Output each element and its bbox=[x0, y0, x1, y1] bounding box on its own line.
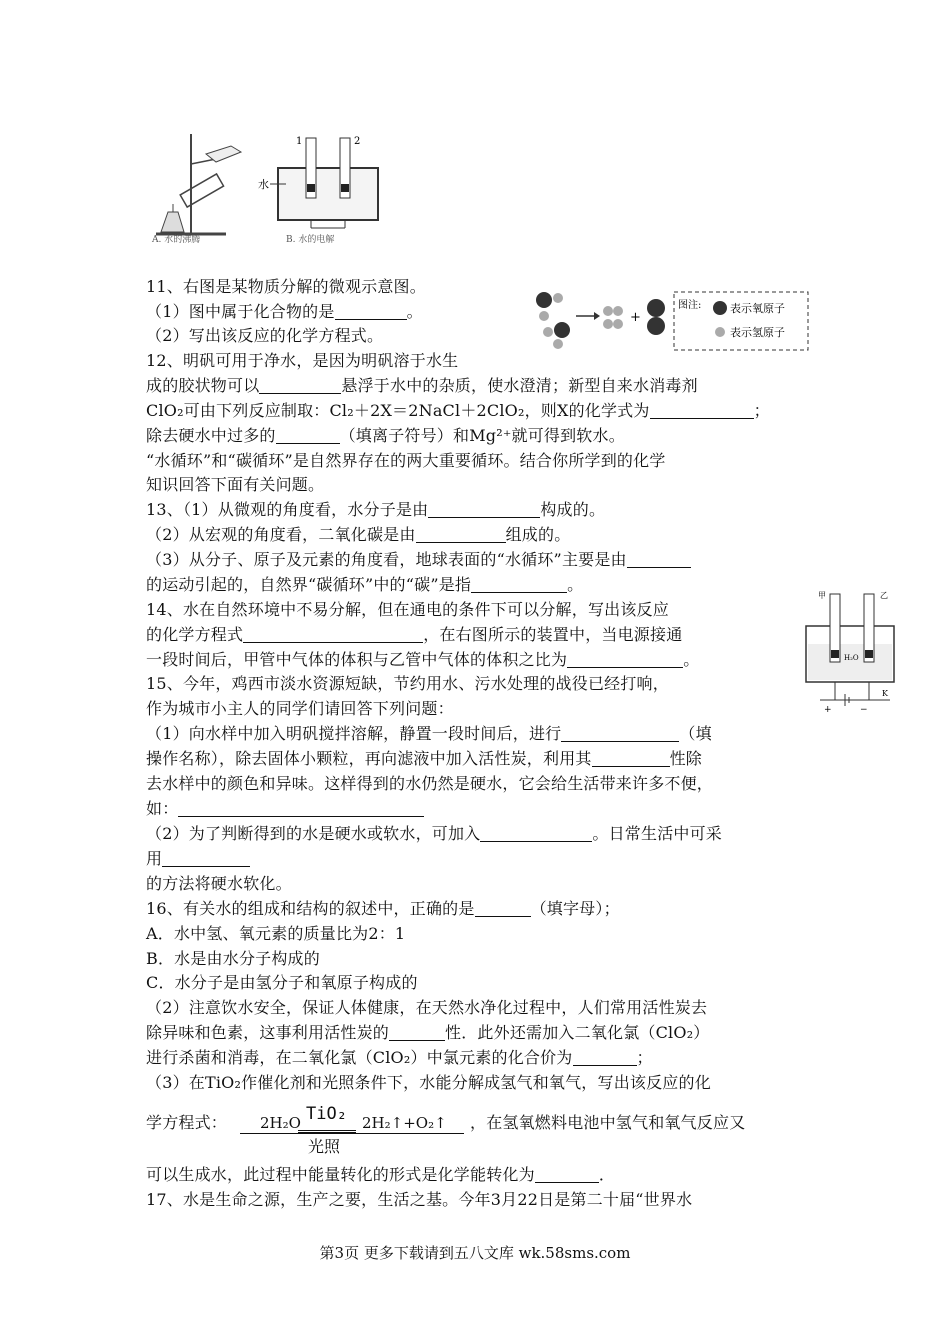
q15-part2-line2 bbox=[146, 848, 250, 870]
water-label: 水 bbox=[258, 178, 269, 191]
tube-jia-label: 甲 bbox=[818, 591, 826, 600]
q16-part2-line2-a: 除异味和色素，这事利用活性炭的 bbox=[146, 1023, 390, 1042]
q12-line2 bbox=[146, 375, 698, 397]
q16-part2-line2-b: 性．此外还需加入二氧化氯（ClO₂） bbox=[445, 1023, 710, 1042]
q15-part2-b: 。日常生活中可采 bbox=[592, 824, 722, 843]
q16-part2: （2）注意饮水安全，保证人体健康，在天然水净化过程中，人们常用活性炭去 bbox=[146, 998, 708, 1017]
q15-part2 bbox=[146, 823, 722, 845]
equation bbox=[240, 1104, 464, 1160]
answer-blank[interactable] bbox=[276, 427, 340, 444]
answer-blank[interactable] bbox=[428, 501, 540, 518]
q13-part3 bbox=[146, 549, 691, 571]
q16-part3-line3-end: ． bbox=[598, 1165, 616, 1184]
q16-part3-line3 bbox=[146, 1164, 615, 1186]
hydrogen-atom bbox=[543, 327, 553, 337]
q15-part1-line2-b: 性除 bbox=[669, 749, 703, 768]
tube2-label: 2 bbox=[354, 136, 361, 147]
q15-part1-line3: 去水样中的颜色和异味。这样得到的水仍然是硬水，它会给生活带来许多不便， bbox=[146, 774, 714, 793]
q11-part1: （1）图中属于化合物的是 。 bbox=[146, 302, 423, 321]
answer-blank[interactable] bbox=[335, 303, 407, 320]
answer-blank[interactable] bbox=[471, 576, 567, 593]
equation-catalyst: TiO₂ bbox=[306, 1104, 347, 1124]
q12-line3: ClO₂可由下列反应制取：Cl₂＋2X＝2NaCl＋2ClO₂，则X的化学式为 ； bbox=[146, 401, 770, 420]
q13-part3-text: （3）从分子、原子及元素的角度看，地球表面的“水循环”主要是由 bbox=[146, 550, 627, 569]
q13-part3-cont: 的运动引起的，自然界“碳循环”中的“碳”是指 。 bbox=[146, 575, 584, 594]
electrolysis-apparatus-figure bbox=[800, 588, 900, 716]
answer-blank[interactable] bbox=[567, 651, 683, 668]
q14-line2-a: 的化学方程式 bbox=[146, 625, 244, 644]
q14-line3-text: 一段时间后，甲管中气体的体积与乙管中气体的体积之比为 bbox=[146, 650, 568, 669]
q16-option-b: B．水是由水分子构成的 bbox=[146, 949, 320, 968]
q16-part3-equation-line bbox=[146, 1112, 227, 1134]
q15-part1-line2-a: 操作名称），除去固体小颗粒，再向滤液中加入活性炭，利用其 bbox=[146, 749, 592, 768]
svg-text:+: + bbox=[630, 310, 641, 325]
q12-line3-text: ClO₂可由下列反应制取：Cl₂＋2X＝2NaCl＋2ClO₂，则X的化学式为 bbox=[146, 401, 650, 420]
q14-line3: 一段时间后，甲管中气体的体积与乙管中气体的体积之比为 。 bbox=[146, 650, 700, 669]
switch-label: K bbox=[882, 689, 888, 698]
q16-option-a: A．水中氢、氧元素的质量比为2：1 bbox=[146, 924, 406, 943]
q13-part2-a: （2）从宏观的角度看，二氧化碳是由 bbox=[146, 525, 416, 544]
legend-title: 图注: bbox=[678, 300, 702, 311]
q15-part1-line2 bbox=[146, 748, 702, 770]
q16-part2-line2 bbox=[146, 1022, 710, 1044]
water-experiments-figure bbox=[146, 124, 392, 244]
q14-line2 bbox=[146, 624, 682, 646]
q15-part2-a: （2）为了判断得到的水是硬水或软水，可加入 bbox=[146, 824, 481, 843]
answer-blank[interactable] bbox=[416, 526, 506, 543]
q13-part2 bbox=[146, 524, 570, 546]
oxygen-atom bbox=[536, 292, 552, 308]
q13-part2-b: 组成的。 bbox=[505, 525, 571, 544]
q12-stem: 12、明矾可用于净水，是因为明矾溶于水生 bbox=[146, 351, 459, 370]
answer-blank[interactable] bbox=[535, 1166, 599, 1183]
q16-option-c: C．水分子是由氢分子和氧原子构成的 bbox=[146, 973, 418, 992]
q11-part2: （2）写出该反应的化学方程式。 bbox=[146, 326, 384, 345]
answer-blank[interactable] bbox=[592, 750, 670, 767]
q16-part3-line3-text: 可以生成水，此过程中能量转化的形式是化学能转化为 bbox=[146, 1165, 535, 1184]
equation-left: 2H₂O bbox=[260, 1114, 301, 1132]
answer-blank[interactable] bbox=[650, 402, 754, 419]
minus-terminal: − bbox=[860, 705, 868, 715]
legend-hydrogen: 表示氢原子 bbox=[730, 326, 785, 339]
q16-part2-line3 bbox=[146, 1047, 653, 1069]
equation-right: 2H₂↑+O₂↑ bbox=[362, 1114, 447, 1132]
hydrogen-atom bbox=[553, 339, 563, 349]
answer-blank[interactable] bbox=[162, 850, 250, 867]
electrolysis-label: B. 水的电解 bbox=[286, 235, 335, 244]
q14-stem: 14、水在自然环境中不易分解，但在通电的条件下可以分解，写出该反应 bbox=[146, 600, 669, 619]
q16-part2-line3-text: 进行杀菌和消毒，在二氧化氯（ClO₂）中氯元素的化合价为 bbox=[146, 1048, 573, 1067]
h2o-label: H₂O bbox=[844, 654, 859, 662]
answer-blank[interactable] bbox=[480, 825, 592, 842]
tube1-label: 1 bbox=[296, 136, 303, 147]
q13-part1 bbox=[146, 499, 605, 521]
q12-line4 bbox=[146, 425, 625, 447]
q15-part1-b: （填 bbox=[679, 724, 712, 743]
hydrogen-atom bbox=[553, 293, 563, 303]
cycle-intro: “水循环”和“碳循环”是自然界存在的两大重要循环。结合你所学到的化学 bbox=[146, 451, 666, 470]
q15-part1-line4 bbox=[146, 798, 424, 820]
q16-part2-line3-end: ； bbox=[636, 1048, 653, 1067]
equation-underline bbox=[240, 1133, 464, 1134]
q15-stem: 15、今年，鸡西市淡水资源短缺，节约用水、污水处理的战役已经打响， bbox=[146, 674, 669, 693]
cycle-intro-2: 知识回答下面有关问题。 bbox=[146, 475, 325, 494]
q11-part1-text: （1）图中属于化合物的是 bbox=[146, 302, 335, 321]
q17-stem: 17、水是生命之源，生产之要，生活之基。今年3月22日是第二十届“世界水 bbox=[146, 1190, 693, 1209]
boiling-label: A. 水的沸腾 bbox=[152, 235, 201, 244]
plus-terminal: + bbox=[824, 705, 832, 715]
boiling-electrolysis-diagram bbox=[146, 124, 392, 244]
answer-blank[interactable] bbox=[573, 1049, 637, 1066]
answer-blank[interactable] bbox=[389, 1024, 445, 1041]
equation-prefix: 学方程式： bbox=[146, 1113, 228, 1132]
q16-stem-b: （填字母）； bbox=[530, 899, 620, 918]
q12-line4-a: 除去硬水中过多的 bbox=[146, 426, 276, 445]
equation-condition: 光照 bbox=[308, 1137, 341, 1156]
answer-blank[interactable] bbox=[627, 551, 691, 568]
q16-stem-a: 16、有关水的组成和结构的叙述中，正确的是 bbox=[146, 899, 475, 918]
oxygen-atom bbox=[554, 322, 570, 338]
q16-part3: （3）在TiO₂作催化剂和光照条件下，水能分解成氢气和氧气，写出该反应的化 bbox=[146, 1073, 711, 1092]
answer-blank[interactable] bbox=[178, 800, 424, 817]
q12-line2-a: 成的胶状物可以 bbox=[146, 376, 260, 395]
answer-blank[interactable] bbox=[243, 626, 423, 643]
hydrogen-atom bbox=[539, 311, 549, 321]
q15-part1-line4-text: 如： bbox=[146, 799, 179, 818]
tube-yi-label: 乙 bbox=[880, 591, 888, 600]
page-footer: 第3页 更多下载请到五八文库 wk.58sms.com bbox=[319, 1244, 631, 1262]
molecule-diagram bbox=[532, 286, 810, 352]
q13-part1-b: 构成的。 bbox=[540, 500, 606, 519]
answer-blank[interactable] bbox=[475, 900, 531, 917]
q11-stem: 11、右图是某物质分解的微观示意图。 bbox=[146, 277, 426, 296]
q15-part2-line2-text: 用 bbox=[146, 849, 163, 868]
q15-part1-a: （1）向水样中加入明矾搅拌溶解，静置一段时间后，进行 bbox=[146, 724, 562, 743]
q15-part2-line3: 的方法将硬水软化。 bbox=[146, 874, 292, 893]
q12-line2-b: 悬浮于水中的杂质，使水澄清；新型自来水消毒剂 bbox=[341, 376, 698, 395]
q13-part1-a: 13、（1）从微观的角度看，水分子是由 bbox=[146, 500, 429, 519]
q14-line2-b: ，在右图所示的装置中，当电源接通 bbox=[423, 625, 683, 644]
q16-stem bbox=[146, 898, 620, 920]
q13-part3-cont-text: 的运动引起的，自然界“碳循环”中的“碳”是指 bbox=[146, 575, 472, 594]
answer-blank[interactable] bbox=[561, 725, 679, 742]
q15-stem-2: 作为城市小主人的同学们请回答下列问题： bbox=[146, 699, 454, 718]
micro-decomposition-figure bbox=[532, 286, 810, 352]
electrolysis-apparatus-diagram bbox=[800, 588, 900, 716]
q16-part3-equation-suffix: ，在氢氧燃料电池中氢气和氧气反应又 bbox=[470, 1113, 746, 1132]
q15-part1 bbox=[146, 723, 712, 745]
q12-line4-b: （填离子符号）和Mg²⁺就可得到软水。 bbox=[339, 426, 625, 445]
legend-oxygen: 表示氧原子 bbox=[730, 302, 785, 315]
answer-blank[interactable] bbox=[259, 377, 341, 394]
